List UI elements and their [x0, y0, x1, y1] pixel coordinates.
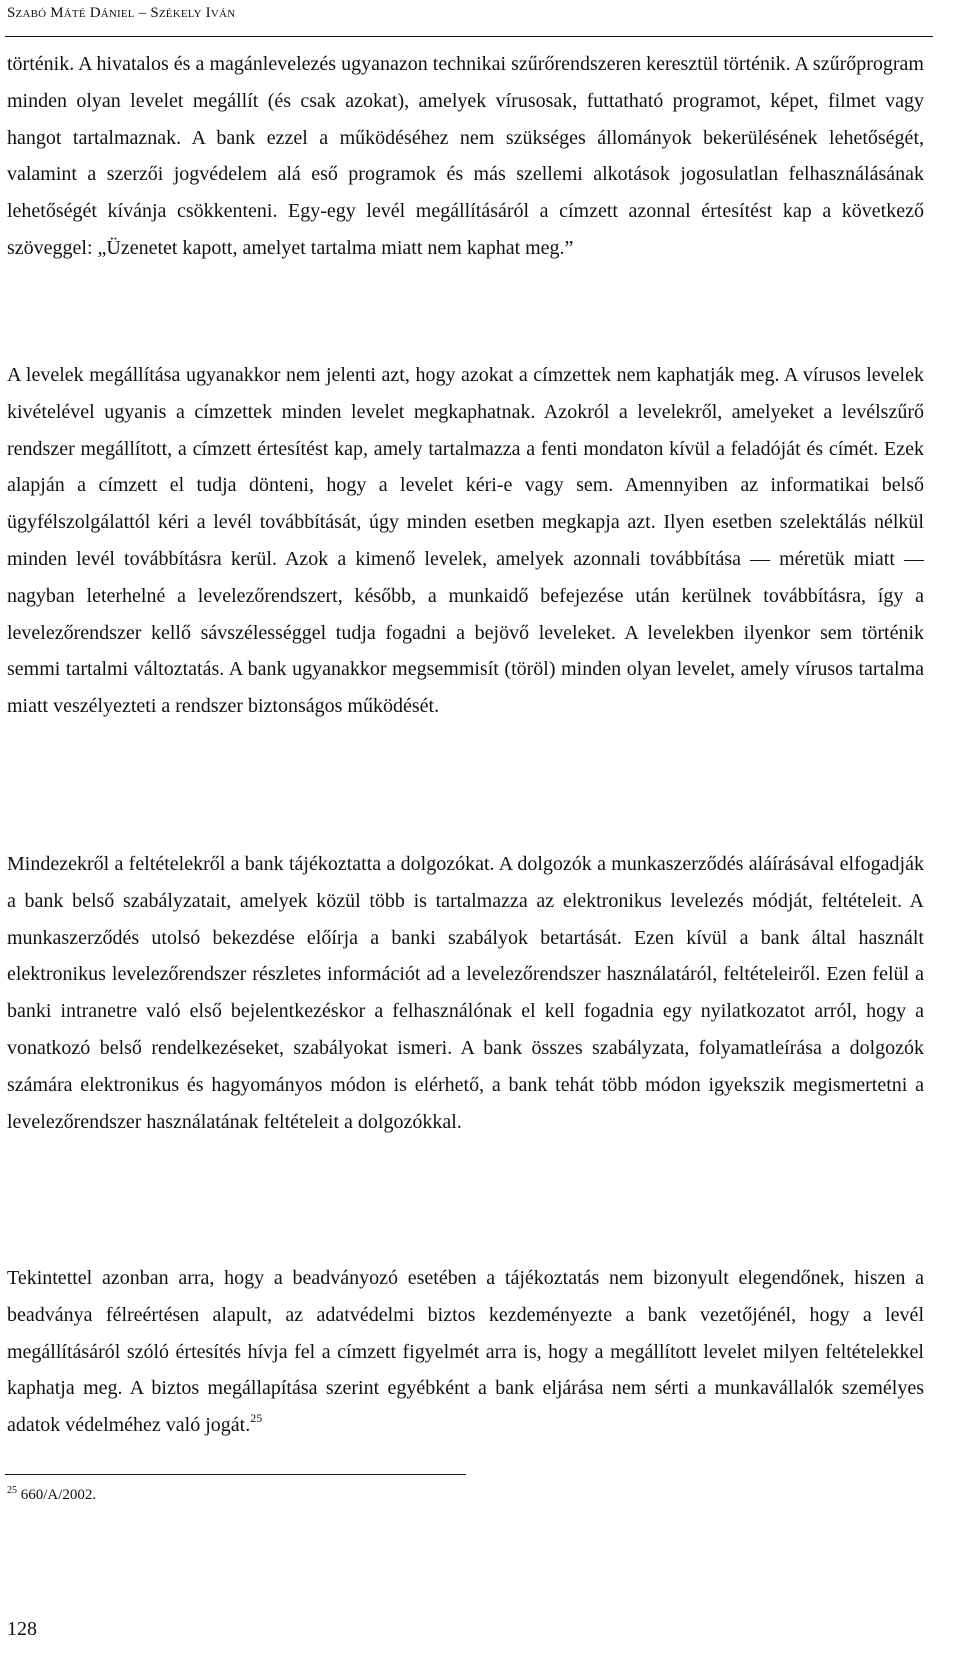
footnote-number: 25: [7, 1485, 17, 1496]
paragraph-1: történik. A hivatalos és a magánlevelezés ugyanazon technikai szűrőrendszeren keresztül történik. A szűrőprogram minden olyan levelet megállít (és csak azokat), amelyek vírusosak, futtatható programot, képet, filmet vagy hangot tartalmaznak. A bank ezzel a működéséhez nem szükséges állományok bekerülésének lehetőségét, valamint a szerzői jogvédelem alá eső programok és más szellemi alkotások jogosulatlan felhasználásának lehetőségét kívánja csökkenteni. Egy-egy levél megállításáról a címzett azonnal értesítést kap a következő szöveggel: „Üzenetet kapott, amelyet tartalma miatt nem kaphat meg.”: [7, 53, 924, 259]
footnote-divider: [5, 1474, 466, 1475]
footnote-text: 660/A/2002.: [20, 1487, 97, 1503]
paragraph-4-text: Tekintettel azonban arra, hogy a beadványozó esetében a tájékoztatás nem bizonyult elegendőnek, hiszen a beadványa félreértésen alapult, az adatvédelmi biztos kezdeményezte a bank vezetőjénél, hogy a levél megállításáról szóló értesítés hívja fel a címzett figyelmét arra is, hogy a megállított levelet milyen feltételekkel kaphatja meg. A biztos megállapítása szerint egyébként a bank eljárása nem sérti a munkavállalók személyes adatok védelméhez való jogát.: [7, 1267, 924, 1437]
header-divider: [5, 36, 933, 37]
paragraph-3: Mindezekről a feltételekről a bank tájékoztatta a dolgozókat. A dolgozók a munkaszerződés aláírásával elfogadják a bank belső szabályzatait, amelyek közül több is tartalmazza az elektronikus levelezés módját, feltételeit. A munkaszerződés utolsó bekezdése előírja a banki szabályok betartását. Ezen kívül a bank által használt elektronikus levelezőrendszer részletes információt ad a levelezőrendszer használatáról, feltételeiről. Ezen felül a banki intranetre való első bejelentkezéskor a felhasználónak el kell fogadnia egy nyilatkozatot arról, hogy a vonatkozó belső rendelkezéseket, szabályokat ismeri. A bank összes szabályzata, folyamatleírása a dolgozók számára elektronikus és hagyományos módon is elérhető, a bank tehát több módon igyekszik megismertetni a levelezőrendszer használatának feltételeit a dolgozókkal.: [7, 853, 924, 1133]
footnote: [7, 1487, 96, 1504]
paragraph-4: [7, 1260, 924, 1444]
paragraph-2: A levelek megállítása ugyanakkor nem jelenti azt, hogy azokat a címzettek nem kaphatják meg. A vírusos levelek kivételével ugyanis a címzettek minden levelet megkaphatnak. Azokról a levelekről, amelyeket a levélszűrő rendszer megállított, a címzett értesítést kap, amely tartalmazza a fenti mondaton kívül a feladóját és címét. Ezek alapján a címzett el tudja dönteni, hogy a levelet kéri-e vagy sem. Amennyiben az informatikai belső ügyfélszolgálattól kéri a levél továbbítását, úgy minden esetben megkapja azt. Ilyen esetben szelektálás nélkül minden levél továbbításra kerül. Azok a kimenő levelek, amelyek azonnali továbbítása — méretük miatt — nagyban leterhelné a levelezőrendszert, később, a munkaidő befejezése után kerülnek továbbításra, így a levelezőrendszer kellő sávszélességgel tudja fogadni a bejövő leveleket. A levelekben ilyenkor sem történik semmi tartalmi változtatás. A bank ugyanakkor megsemmisít (töröl) minden olyan levelet, amely vírusos tartalma miatt veszélyezteti a rendszer biztonságos működését.: [7, 364, 924, 718]
footnote-reference[interactable]: 25: [250, 1411, 263, 1426]
page-number: 128: [7, 1618, 37, 1640]
running-head: Szabó Máté Dániel – Székely Iván: [7, 5, 236, 21]
